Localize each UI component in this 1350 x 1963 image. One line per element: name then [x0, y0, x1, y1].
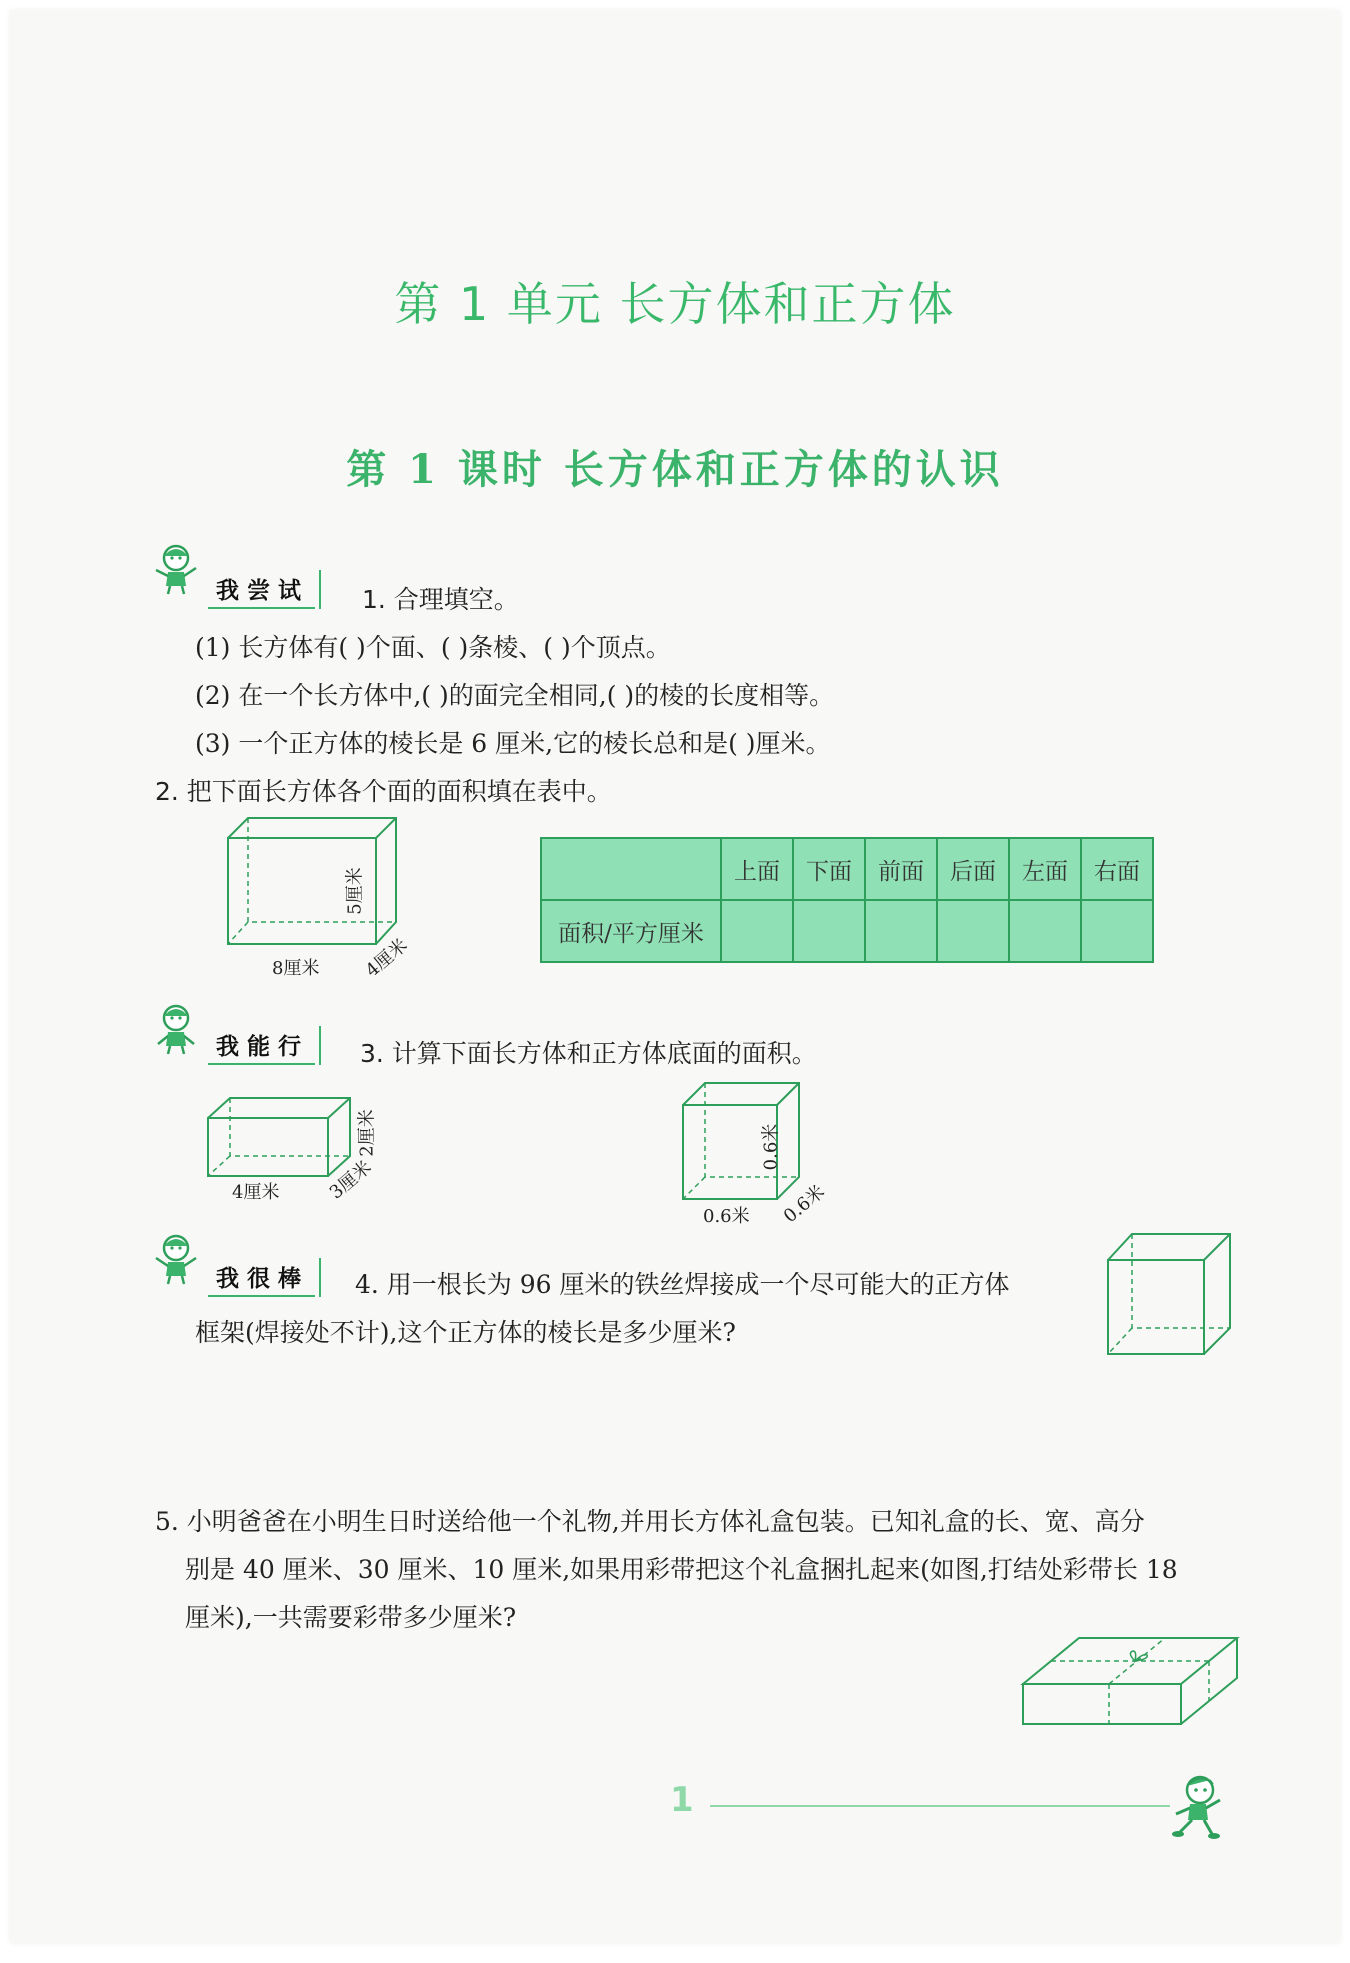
answer-cell-front[interactable]	[865, 900, 937, 962]
q3-title: 3. 计算下面长方体和正方体底面的面积。	[360, 1039, 817, 1068]
section-label-try: 我尝试	[208, 572, 315, 609]
page-number: 1	[670, 1780, 694, 1820]
table-header-left: 左面	[1009, 838, 1081, 900]
table-header-bottom: 下面	[793, 838, 865, 900]
table-header-row	[541, 838, 1153, 900]
q5-line-1: 5. 小明爸爸在小明生日时送给他一个礼物,并用长方体礼盒包装。已知礼盒的长、宽、高分	[155, 1507, 1145, 1536]
q3-cube-length-label: 0.6米	[703, 1206, 750, 1227]
q3-cube-height-label: 0.6米	[760, 1123, 782, 1171]
table-row-label: 面积/平方厘米	[541, 900, 721, 962]
cube-diagram-0-6	[675, 1075, 815, 1205]
q4-line-2: 框架(焊接处不计),这个正方体的棱长是多少厘米?	[195, 1318, 736, 1347]
q3-cuboid-length-label: 4厘米	[232, 1182, 280, 1203]
workbook-page	[10, 10, 1340, 1943]
q4-line-1: 4. 用一根长为 96 厘米的铁丝焊接成一个尽可能大的正方体	[355, 1270, 1010, 1299]
section-label-can: 我能行	[208, 1028, 315, 1065]
mascot-girl-icon	[150, 1230, 202, 1286]
q3-cube-width-label: 0.6米	[779, 1181, 829, 1228]
q3-cuboid-width-label: 3厘米	[325, 1156, 376, 1204]
q2-height-label: 5厘米	[344, 867, 366, 915]
face-area-table	[540, 837, 1154, 963]
q2-title: 2. 把下面长方体各个面的面积填在表中。	[155, 777, 612, 806]
q1-item-2: (2) 在一个长方体中,( )的面完全相同,( )的棱的长度相等。	[195, 681, 835, 710]
answer-cell-back[interactable]	[937, 900, 1009, 962]
q1-item-3: (3) 一个正方体的棱长是 6 厘米,它的棱长总和是( )厘米。	[195, 729, 831, 758]
cuboid-diagram-8x4x5	[220, 810, 420, 955]
unit-title: 第 1 单元 长方体和正方体	[394, 277, 956, 331]
answer-cell-top[interactable]	[721, 900, 793, 962]
table-header-cell	[541, 838, 721, 900]
answer-cell-bottom[interactable]	[793, 900, 865, 962]
mascot-girl-icon	[150, 540, 202, 596]
answer-cell-right[interactable]	[1081, 900, 1153, 962]
section-label-great: 我很棒	[208, 1260, 315, 1297]
q1-title: 1. 合理填空。	[362, 585, 519, 614]
gift-box-ribbon-diagram	[1015, 1630, 1245, 1730]
table-header-right: 右面	[1081, 838, 1153, 900]
answer-cell-left[interactable]	[1009, 900, 1081, 962]
lesson-title: 第 1 课时 长方体和正方体的认识	[346, 446, 1004, 493]
q2-length-label: 8厘米	[272, 958, 320, 979]
q5-line-2: 别是 40 厘米、30 厘米、10 厘米,如果用彩带把这个礼盒捆扎起来(如图,打结处彩带长 18	[185, 1555, 1178, 1584]
cube-frame-diagram	[1100, 1228, 1240, 1360]
q3-cuboid-height-label: 2厘米	[356, 1109, 378, 1157]
q1-item-1: (1) 长方体有( )个面、( )条棱、( )个顶点。	[195, 633, 671, 662]
table-header-top: 上面	[721, 838, 793, 900]
footer-rule	[710, 1805, 1170, 1807]
q5-line-3: 厘米),一共需要彩带多少厘米?	[185, 1603, 517, 1632]
q2-width-label: 4厘米	[361, 934, 412, 982]
table-header-back: 后面	[937, 838, 1009, 900]
table-header-front: 前面	[865, 838, 937, 900]
mascot-girl-icon	[150, 1000, 202, 1056]
table-row	[541, 900, 1153, 962]
mascot-boy-running-icon	[1160, 1770, 1230, 1840]
